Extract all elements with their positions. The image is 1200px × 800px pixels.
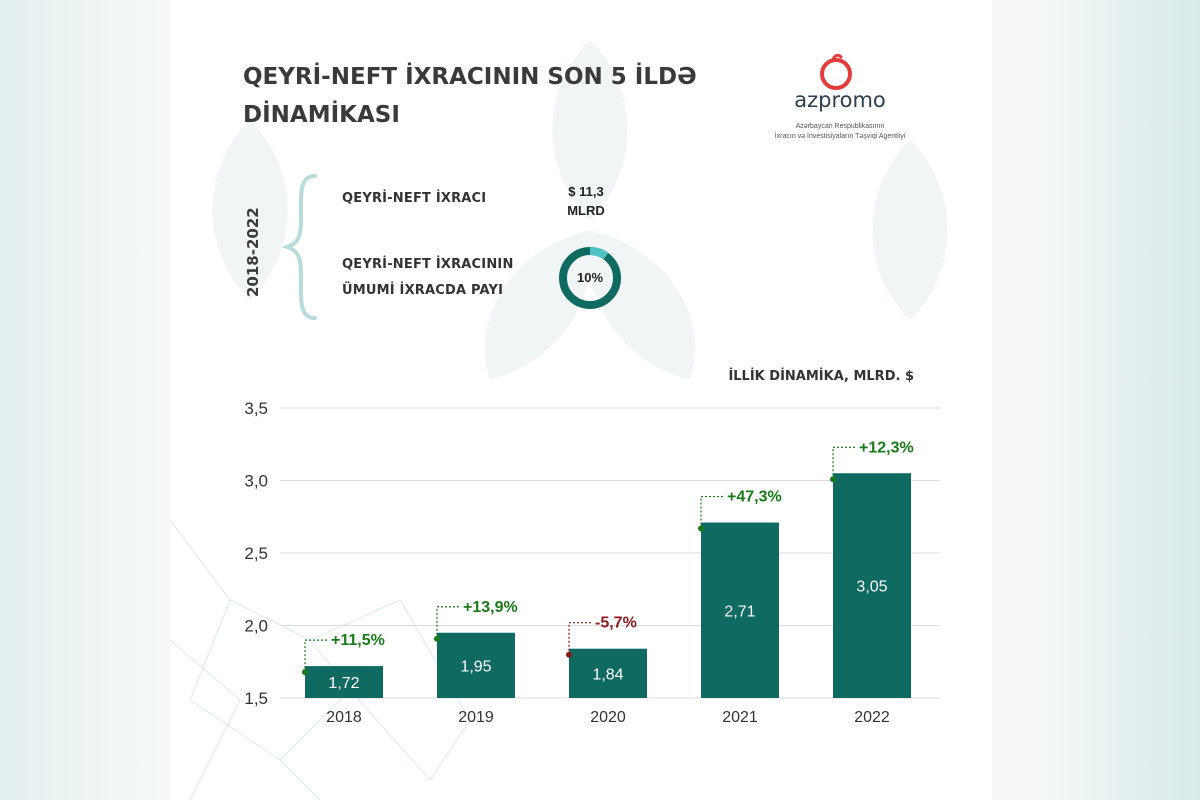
growth-label: +13,9% xyxy=(463,598,518,616)
title-line-1: QEYRİ-NEFT İXRACININ SON 5 İLDƏ xyxy=(243,64,697,90)
logo-name: azpromo xyxy=(794,88,886,112)
chart-title: İLLİK DİNAMİKA, MLRD. $ xyxy=(728,369,914,384)
y-tick-label: 3,5 xyxy=(244,399,268,418)
azpromo-logo xyxy=(760,52,930,152)
bar-chart xyxy=(220,390,980,740)
bar-value-label: 1,84 xyxy=(592,666,624,684)
logo-subtitle-line-2: İxracın və İnvestisiyaların Təşviqi Agentliyi xyxy=(774,133,906,140)
y-tick-label: 2,5 xyxy=(244,544,268,563)
curly-brace-icon xyxy=(283,172,323,322)
growth-label: +12,3% xyxy=(859,439,914,457)
y-tick-label: 3,0 xyxy=(244,471,268,491)
export-label: QEYRİ-NEFT İXRACI xyxy=(342,191,487,206)
logo-subtitle-line-1: Azərbaycan Respublikasının xyxy=(795,123,885,130)
export-value-line-1: $ 11,3 xyxy=(568,184,604,199)
share-value: 10% xyxy=(576,270,604,285)
x-tick-label: 2021 xyxy=(722,709,758,726)
logo-subtitle xyxy=(760,122,920,142)
share-label-line-2: ÜMUMİ İXRACDA PAYI xyxy=(342,283,504,298)
export-value xyxy=(556,182,616,220)
pomegranate-logo-icon xyxy=(816,52,856,92)
bar-value-label: 2,71 xyxy=(724,603,756,621)
title-line-2: DİNAMİKASI xyxy=(243,102,400,128)
period-label: 2018-2022 xyxy=(244,207,262,297)
x-tick-label: 2018 xyxy=(326,709,362,726)
export-value-line-2: MLRD xyxy=(567,203,605,218)
share-label xyxy=(342,252,514,304)
x-tick-label: 2019 xyxy=(458,709,494,726)
growth-label: -5,7% xyxy=(595,614,637,632)
bar-value-label: 3,05 xyxy=(856,578,888,596)
x-tick-label: 2020 xyxy=(590,709,626,726)
page-title xyxy=(243,58,763,134)
growth-label: +47,3% xyxy=(727,488,782,506)
x-tick-label: 2022 xyxy=(854,709,890,726)
y-tick-label: 1,5 xyxy=(244,689,268,708)
bar-value-label: 1,95 xyxy=(460,658,492,676)
y-tick-label: 2,0 xyxy=(244,616,268,636)
growth-label: +11,5% xyxy=(331,632,385,650)
bar-value-label: 1,72 xyxy=(328,675,360,693)
share-label-line-1: QEYRİ-NEFT İXRACININ xyxy=(342,257,514,272)
infographic-card xyxy=(170,0,992,800)
